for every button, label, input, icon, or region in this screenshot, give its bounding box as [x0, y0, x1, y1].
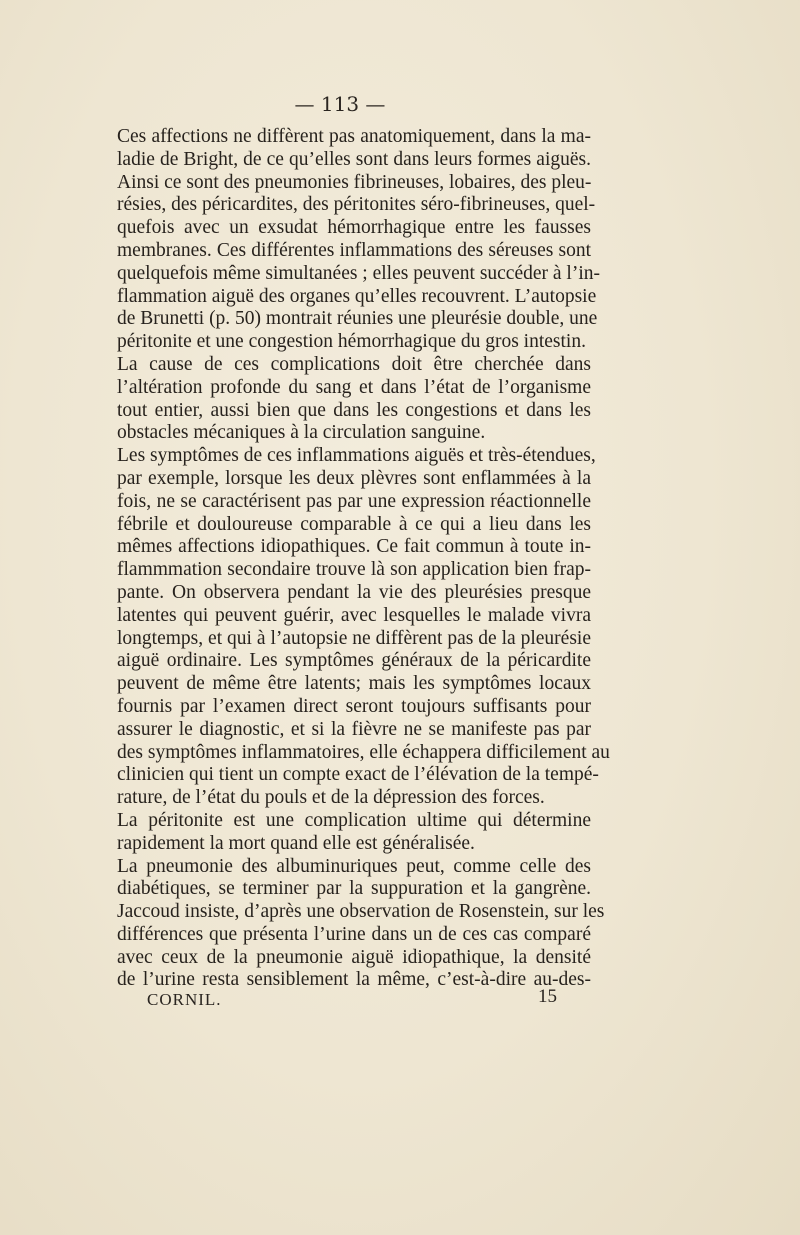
text-line: Jaccoud insiste, d’après une observation de Rosenstein, sur les	[117, 901, 605, 923]
text-line: différences que présenta l’urine dans un de ces cas comparé	[117, 923, 591, 945]
text-line: de Brunetti (p. 50) montrait réunies une pleurésie double, une	[117, 308, 598, 330]
text-line: latentes qui peuvent guérir, avec lesquelles le malade vivra	[117, 604, 591, 626]
text-line: avec ceux de la pneumonie aiguë idiopathique, la densité	[117, 946, 591, 968]
text-line: diabétiques, se terminer par la suppuration et la gangrène.	[117, 878, 591, 900]
text-line: l’altération profonde du sang et dans l’état de l’organisme	[117, 376, 591, 398]
text-line: obstacles mécaniques à la circulation sanguine.	[117, 422, 486, 444]
text-line: Ainsi ce sont des pneumonies fibrineuses, lobaires, des pleu-	[117, 171, 592, 193]
text-line: quelquefois même simultanées ; elles peuvent succéder à l’in-	[117, 262, 600, 284]
text-line: tout entier, aussi bien que dans les congestions et dans les	[117, 399, 591, 421]
text-line: rapidement la mort quand elle est généralisée.	[117, 832, 475, 854]
page-number: — 113 —	[294, 92, 386, 116]
text-line: flammation aiguë des organes qu’elles recouvrent. L’autopsie	[117, 285, 597, 307]
text-line: péritonite et une congestion hémorrhagique du gros intestin.	[117, 331, 586, 353]
text-line: rature, de l’état du pouls et de la dépression des forces.	[117, 787, 545, 809]
text-line: fois, ne se caractérisent pas par une expression réactionnelle	[117, 490, 591, 512]
text-line: Ces affections ne diffèrent pas anatomiquement, dans la ma-	[117, 126, 591, 147]
text-line: membranes. Ces différentes inflammations des séreuses sont	[117, 239, 591, 261]
text-line: par exemple, lorsque les deux plèvres sont enflammées à la	[117, 467, 591, 489]
text-line: aiguë ordinaire. Les symptômes généraux de la péricardite	[117, 650, 591, 672]
text-line: fournis par l’examen direct seront toujours suffisants pour	[117, 695, 591, 717]
text-line: clinicien qui tient un compte exact de l’élévation de la tempé-	[117, 764, 599, 786]
text-line: peuvent de même être latents; mais les symptômes locaux	[117, 673, 591, 695]
text-line: ladie de Bright, de ce qu’elles sont dans leurs formes aiguës.	[117, 148, 591, 170]
text-line: assurer le diagnostic, et si la fièvre ne se manifeste pas par	[117, 718, 591, 740]
text-line: flammmation secondaire trouve là son application bien frap-	[117, 559, 591, 581]
body-text	[117, 126, 610, 992]
text-line: La péritonite est une complication ultime qui détermine	[117, 809, 591, 831]
text-line: La pneumonie des albuminuriques peut, comme celle des	[117, 855, 591, 877]
sheet-number: 15	[538, 986, 557, 1007]
signature-mark: CORNIL.	[147, 990, 222, 1009]
text-line: résies, des péricardites, des péritonites séro-fibrineuses, quel-	[117, 194, 596, 216]
text-line: de l’urine resta sensiblement la même, c’est-à-dire au-des-	[117, 969, 591, 991]
text-line: fébrile et douloureuse comparable à ce qui a lieu dans les	[117, 513, 591, 535]
text-line: longtemps, et qui à l’autopsie ne diffèrent pas de la pleurésie	[117, 627, 591, 649]
text-line: La cause de ces complications doit être cherchée dans	[117, 353, 591, 375]
text-line: des symptômes inflammatoires, elle échappera difficilement au	[117, 741, 610, 763]
text-line: pante. On observera pendant la vie des pleurésies presque	[117, 581, 591, 603]
text-line: mêmes affections idiopathiques. Ce fait commun à toute in-	[117, 536, 591, 558]
text-line: Les symptômes de ces inflammations aiguës et très-étendues,	[117, 445, 596, 467]
text-line: quefois avec un exsudat hémorrhagique entre les fausses	[117, 217, 591, 239]
